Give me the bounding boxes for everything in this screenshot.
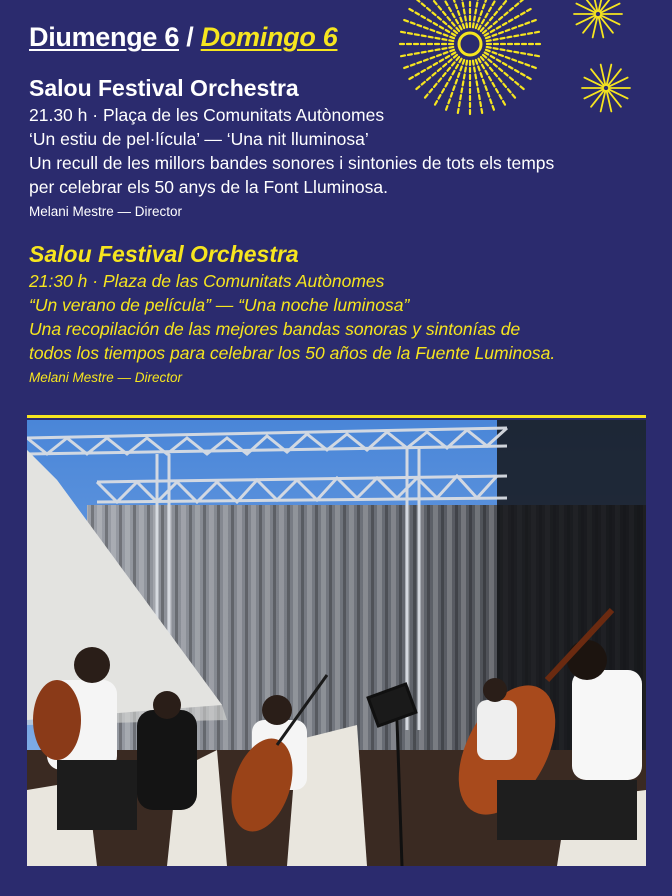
event-description-line-1: Una recopilación de las mejores bandas sonoras y sintonías de: [29, 319, 521, 339]
orchestra-photo: [27, 420, 646, 866]
event-description-line-1: Un recull de les millors bandes sonores i sintonies de tots els temps: [29, 153, 555, 173]
day-heading-spanish: Domingo 6: [200, 22, 338, 52]
event-program: “Un verano de película” — “Una noche luminosa”: [29, 295, 410, 315]
event-title: Salou Festival Orchestra: [29, 241, 299, 267]
event-credit: Melani Mestre — Director: [29, 370, 183, 385]
orchestra-photo-illustration: [27, 420, 646, 866]
event-time-place: 21:30 h · Plaza de las Comunitats Autònomes: [29, 271, 385, 291]
event-block-spanish: [29, 239, 649, 389]
event-block-catalan: [29, 73, 649, 223]
day-heading: [29, 22, 337, 53]
day-heading-separator: /: [179, 22, 201, 52]
event-description-line-2: per celebrar els 50 anys de la Font Lluminosa.: [29, 177, 388, 197]
section-divider: [27, 415, 646, 418]
event-time-place: 21.30 h · Plaça de les Comunitats Autònomes: [29, 105, 385, 125]
firework-burst-icon: [574, 0, 622, 37]
event-program: ‘Un estiu de pel·lícula’ — ‘Una nit lluminosa’: [29, 129, 369, 149]
day-heading-catalan: Diumenge 6: [29, 22, 180, 52]
event-description-line-2: todos los tiempos para celebrar los 50 años de la Fuente Luminosa.: [29, 343, 556, 363]
event-title: Salou Festival Orchestra: [29, 75, 299, 101]
event-credit: Melani Mestre — Director: [29, 204, 183, 219]
